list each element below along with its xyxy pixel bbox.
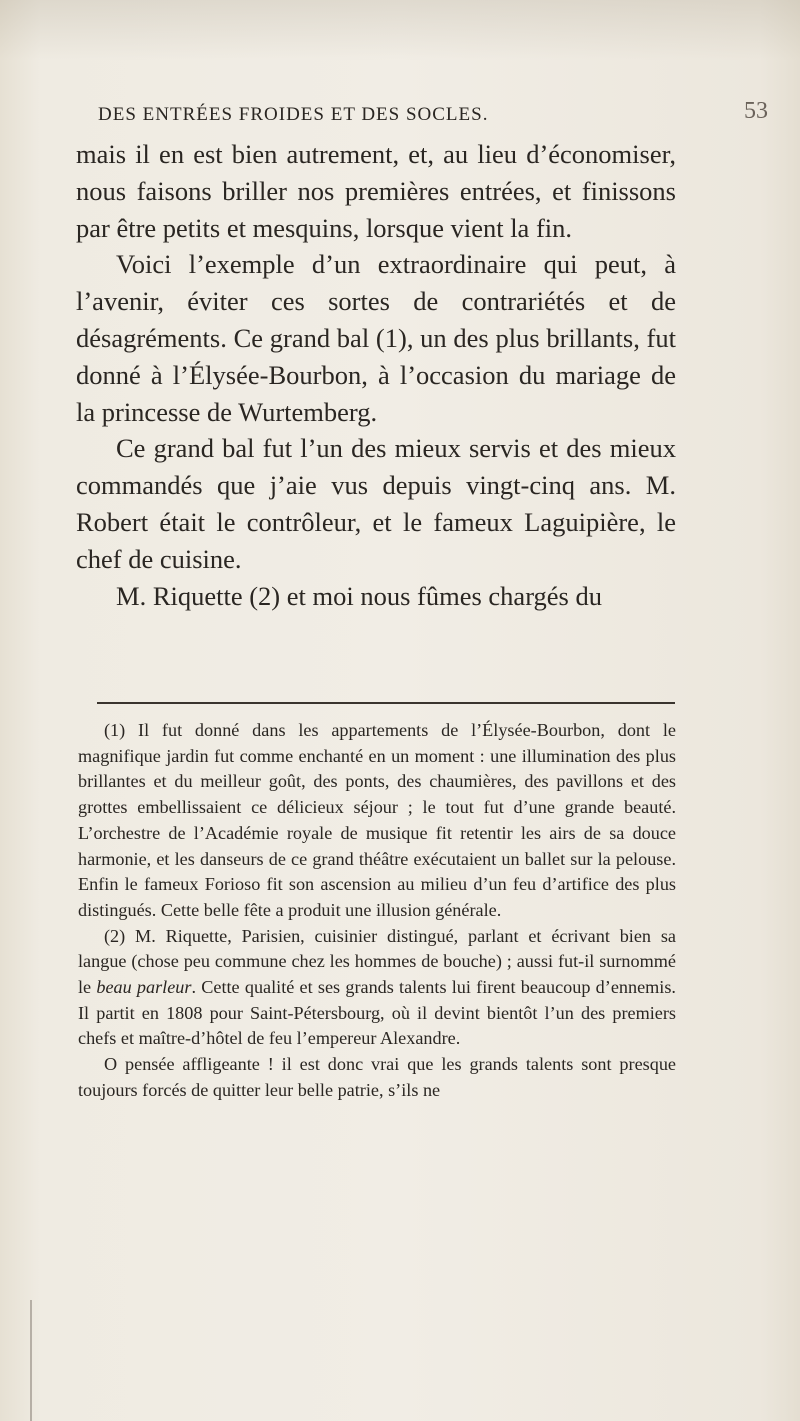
page-header xyxy=(98,98,768,134)
footnote-2-text: (2) M. Riquette, Parisien, cuisinier distingué, parlant et écrivant bien sa langue (chose peu commune chez les hommes de bouche) ; aussi fut-il surnommé le xyxy=(78,925,676,998)
paragraph: mais il en est bien autrement, et, au lieu d’économiser, nous faisons briller nos premières entrées, et finissons par être petits et mesquins, lorsque vient la fin. xyxy=(76,139,676,243)
page-number: 53 xyxy=(744,98,768,124)
binding-edge xyxy=(30,1300,32,1421)
footnotes xyxy=(78,718,676,1104)
footnote-2-nickname: beau parleur xyxy=(96,977,192,998)
footnote-2 xyxy=(78,924,676,1053)
footnote-1: (1) Il fut donné dans les appartements de l’Élysée-Bourbon, dont le magnifique jardin fut comme enchanté en un moment : une illumination des plus brillantes et du meilleur goût, des ponts, des chaumières, des pavillons et des grottes embellissaient ce délicieux séjour ; le tout fut d’une grande beauté. L’orchestre de l’Académie royale de musique fit retentir les airs de sa douce harmonie, et les danseurs de ce grand théâtre exécutaient un ballet sur la pelouse. Enfin le fameux Forioso fit son ascension au milieu d’un feu d’artifice des plus distingués. Cette belle fête a produit une illusion générale. xyxy=(78,720,676,920)
footnote-divider xyxy=(97,702,675,704)
footnote-continuation: O pensée affligeante ! il est donc vrai que les grands talents sont presque toujours forcés de quitter leur belle patrie, s’ils ne xyxy=(78,1054,676,1100)
footnote-2-text-end: . Cette qualité et ses grands talents lui firent beaucoup d’ennemis. Il partit en 1808 pour Saint-Pétersbourg, où il devint bientôt l’un des premiers chefs et maître-d’hôtel de feu l’empereur Alexandre. xyxy=(78,977,676,1049)
main-text xyxy=(76,136,676,614)
paragraph: M. Riquette (2) et moi nous fûmes chargés du xyxy=(116,580,602,611)
running-head: DES ENTRÉES FROIDES ET DES SOCLES. xyxy=(98,104,489,125)
paragraph: Voici l’exemple d’un extraordinaire qui peut, à l’avenir, éviter ces sortes de contrariétés et de désagréments. Ce grand bal (1), un des plus brillants, fut donné à l’Élysée-Bourbon, à l’occasion du mariage de la princesse de Wurtemberg. xyxy=(76,249,676,427)
paragraph: Ce grand bal fut l’un des mieux servis et des mieux commandés que j’aie vus depuis vingt-cinq ans. M. Robert était le contrôleur, et le fameux Laguipière, le chef de cuisine. xyxy=(76,433,676,574)
page-shadow xyxy=(0,0,800,60)
